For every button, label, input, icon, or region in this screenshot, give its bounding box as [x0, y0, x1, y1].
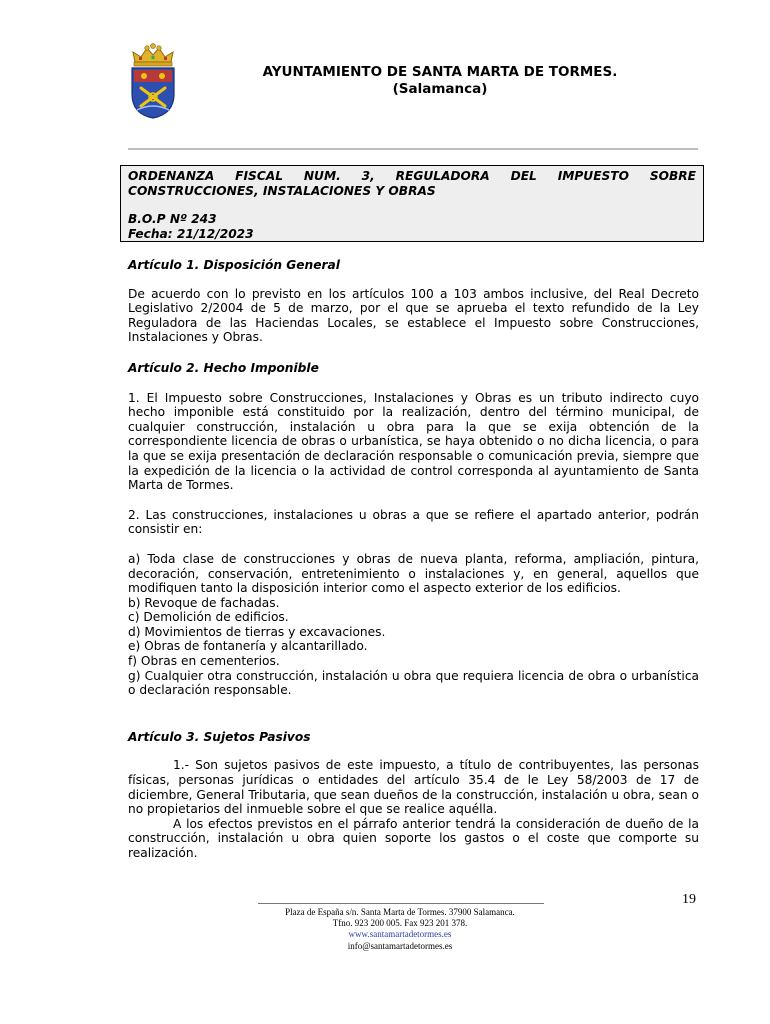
footer-email[interactable]: info@santamartadetormes.es [347, 940, 453, 951]
header-province: (Salamanca) [392, 81, 488, 97]
list-item: b) Revoque de fachadas. [128, 595, 280, 610]
ordinance-title-line2: CONSTRUCCIONES, INSTALACIONES Y OBRAS [128, 184, 436, 198]
page-header [180, 64, 700, 98]
header-municipality: AYUNTAMIENTO DE SANTA MARTA DE TORMES. [262, 64, 618, 80]
list-item: e) Obras de fontanería y alcantarillado. [128, 639, 368, 654]
footer-address: Plaza de España s/n. Santa Marta de Tormes. 37900 Salamanca. [285, 907, 515, 917]
article-3-paragraph-1: 1.- Son sujetos pasivos de este impuesto, a título de contribuyentes, las personas físicas, personas jurídicas o entidades del artículo 35.4 de le Ley 58/2003 de 17 de diciembre, General Tributaria, que sean dueños de la construcción, instalación u obra, sean o no propietarios del inmueble sobre el que se realice aquélla. [128, 758, 699, 817]
article-1-text: De acuerdo con lo previsto en los artículos 100 a 103 ambos inclusive, del Real Decreto Legislativo 2/2004 de 5 de marzo, por el que se aprueba el texto refundido de la Ley Reguladora de las Haciendas Locales, se establece el Impuesto sobre Construcciones, Instalaciones y Obras. [128, 286, 699, 345]
municipal-coat-of-arms-icon [127, 42, 179, 120]
article-2-paragraph-1: 1. El Impuesto sobre Construcciones, Instalaciones y Obras es un tributo indirecto cuyo hecho imponible está constituido por la realización, dentro del término municipal, de cualquier construcción, instalación u obra para la que se exija obtención de la correspondiente licencia de obras o urbanística, se haya obtenido o no dicha licencia, o para la que se exija presentación de declaración responsable o comunicación previa, siempre que la expedición de la licencia o la actividad de control corresponda al ayuntamiento de Santa Marta de Tormes. [128, 390, 699, 493]
list-item: c) Demolición de edificios. [128, 610, 289, 625]
article-1-heading: Artículo 1. Disposición General [128, 258, 340, 272]
publication-date: Fecha: 21/12/2023 [128, 227, 254, 241]
header-divider [128, 148, 698, 150]
article-2-heading: Artículo 2. Hecho Imponible [128, 360, 319, 375]
page-footer [200, 907, 600, 952]
list-item: d) Movimientos de tierras y excavaciones. [128, 624, 386, 639]
list-item: a) Toda clase de construcciones y obras de nueva planta, reforma, ampliación, pintura, decoración, conservación, entretenimiento o instalaciones y, en general, aquellos que modifiquen tanto la disposición interior como el aspecto exterior de los edificios. [128, 551, 699, 596]
footer-website-link[interactable]: www.santamartadetormes.es [348, 929, 452, 940]
article-2-paragraph-2: 2. Las construcciones, instalaciones u obras a que se refiere el apartado anterior, podrán consistir en: [128, 507, 699, 537]
article-3-paragraph-2: A los efectos previstos en el párrafo anterior tendrá la consideración de dueño de la construcción, instalación u obra quien soporte los gastos o el coste que comporte su realización. [128, 816, 699, 860]
document-body [128, 258, 699, 861]
footer-phone: Tfno. 923 200 005. Fax 923 201 378. [332, 918, 468, 929]
ordinance-title-box [120, 165, 704, 242]
ordinance-title-line1: ORDENANZA FISCAL NUM. 3, REGULADORA DEL IMPUESTO SOBRE [128, 169, 696, 183]
page-number: 19 [682, 892, 696, 907]
bop-number: B.O.P Nº 243 [128, 212, 217, 226]
list-item: g) Cualquier otra construcción, instalación u obra que requiera licencia de obra o urbanística o declaración responsable. [128, 668, 699, 698]
list-item: f) Obras en cementerios. [128, 654, 280, 669]
article-3-heading: Artículo 3. Sujetos Pasivos [128, 729, 311, 744]
footer-divider [258, 903, 544, 904]
